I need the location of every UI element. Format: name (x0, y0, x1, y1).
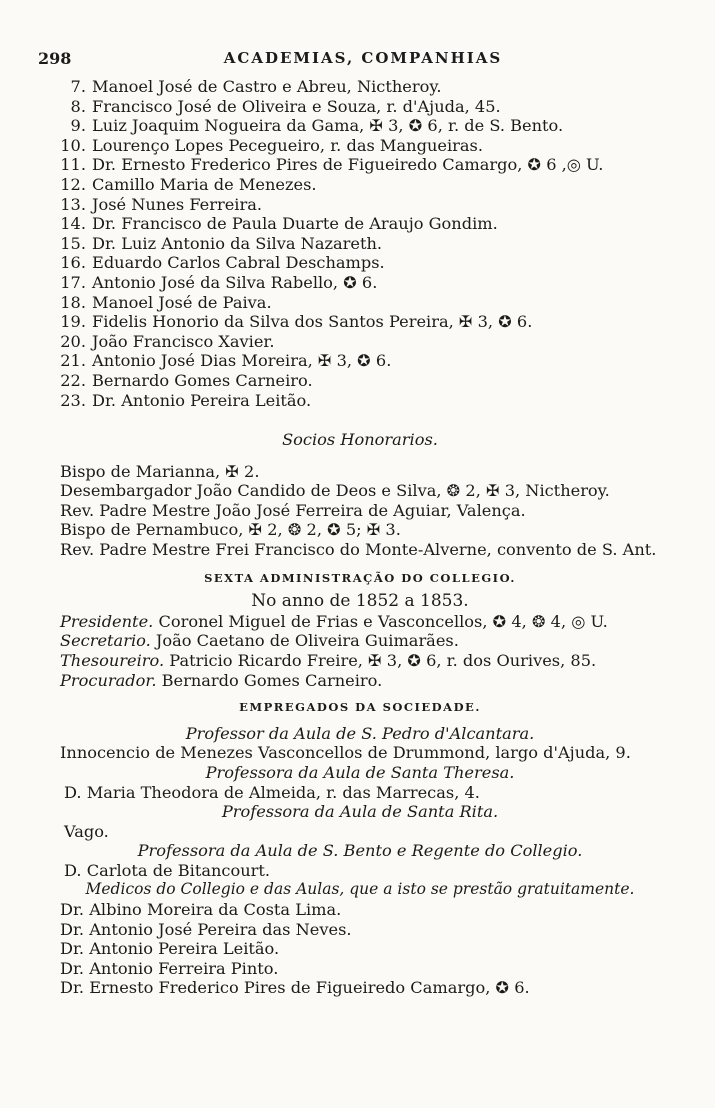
admin-row (60, 631, 660, 651)
list-item (46, 371, 666, 391)
list-item (46, 195, 666, 215)
admin-heading: SEXTA ADMINISTRAÇÃO DO COLLEGIO. (204, 570, 516, 585)
list-item (46, 273, 666, 293)
item-number: 13. (60, 194, 86, 214)
item-number: 18. (60, 292, 86, 312)
item-number: 15. (60, 233, 86, 253)
item-number: 9. (70, 116, 86, 136)
item-text: Dr. Francisco de Paula Duarte de Araujo Gondim. (92, 214, 498, 234)
member-list (46, 77, 666, 410)
list-item: Dr. Ernesto Frederico Pires de Figueiredo Camargo, ✪ 6. (60, 978, 530, 998)
list-item (46, 391, 666, 411)
list-item (46, 97, 666, 117)
item-text: Dr. Antonio Pereira Leitão. (92, 390, 312, 410)
list-item (46, 253, 666, 273)
item-number: 23. (60, 390, 86, 410)
list-item: Rev. Padre Mestre Frei Francisco do Monte-Alverne, convento de S. Ant. (60, 539, 657, 559)
item-text: Manoel José de Paiva. (92, 292, 272, 312)
list-item (46, 234, 666, 254)
list-item (46, 214, 666, 234)
role-holder: Bernardo Gomes Carneiro. (161, 670, 383, 690)
role-label: Presidente. (60, 611, 154, 631)
item-number: 12. (60, 174, 86, 194)
role-label: Secretario. (60, 631, 151, 651)
admin-row (60, 651, 660, 671)
admin-row (60, 612, 660, 632)
role-holder: Patricio Ricardo Freire, ✠ 3, ✪ 6, r. dos Ourives, 85. (169, 650, 597, 670)
admin-row (60, 671, 660, 691)
list-item: Dr. Antonio Ferreira Pinto. (60, 958, 279, 978)
post-holder: D. Carlota de Bitancourt. (64, 860, 271, 880)
list-item (46, 312, 666, 332)
item-number: 8. (70, 96, 86, 116)
post-title: Professora da Aula de Santa Theresa. (205, 762, 515, 782)
post-title: Professora da Aula de S. Bento e Regente do Collegio. (137, 841, 583, 861)
running-title: ACADEMIAS, COMPANHIAS (223, 49, 503, 67)
item-text: Dr. Luiz Antonio da Silva Nazareth. (92, 233, 383, 253)
item-text: Antonio José da Silva Rabello, ✪ 6. (92, 272, 378, 292)
page-number: 298 (38, 49, 72, 68)
item-text: Camillo Maria de Menezes. (92, 174, 317, 194)
item-number: 21. (60, 351, 86, 371)
post-holder: Innocencio de Menezes Vasconcellos de Drummond, largo d'Ajuda, 9. (60, 743, 631, 763)
role-label: Thesoureiro. (60, 650, 165, 670)
item-text: Manoel José de Castro e Abreu, Nictheroy. (92, 77, 442, 96)
list-item: Dr. Albino Moreira da Costa Lima. (60, 900, 342, 920)
item-number: 20. (60, 331, 86, 351)
post-holder: D. Maria Theodora de Almeida, r. das Marrecas, 4. (64, 782, 480, 802)
item-text: Antonio José Dias Moreira, ✠ 3, ✪ 6. (92, 351, 392, 371)
list-item: Bispo de Marianna, ✠ 2. (60, 461, 260, 481)
list-item (46, 332, 666, 352)
list-item: Bispo de Pernambuco, ✠ 2, ❂ 2, ✪ 5; ✠ 3. (60, 520, 401, 540)
list-item: Dr. Antonio Pereira Leitão. (60, 939, 280, 959)
post-title: Professora da Aula de Santa Rita. (221, 802, 499, 822)
item-number: 10. (60, 135, 86, 155)
empregados-heading: EMPREGADOS DA SOCIEDADE. (239, 700, 481, 715)
socios-heading: Socios Honorarios. (282, 430, 438, 449)
list-item (46, 116, 666, 136)
post-title: Professor da Aula de S. Pedro d'Alcantara. (185, 723, 535, 743)
item-text: Luiz Joaquim Nogueira da Gama, ✠ 3, ✪ 6, r. de S. Bento. (92, 116, 564, 136)
item-number: 22. (60, 370, 86, 390)
medicos-heading: Medicos do Collegio e das Aulas, que a isto se prestão gratuitamente. (85, 880, 635, 899)
item-text: Fidelis Honorio da Silva dos Santos Pereira, ✠ 3, ✪ 6. (92, 312, 533, 332)
item-text: Bernardo Gomes Carneiro. (92, 370, 313, 390)
item-number: 19. (60, 312, 86, 332)
list-item: Dr. Antonio José Pereira das Neves. (60, 919, 352, 939)
admin-years: No anno de 1852 a 1853. (251, 591, 469, 612)
item-text: Francisco José de Oliveira e Souza, r. d'Ajuda, 45. (92, 96, 501, 116)
list-item (46, 351, 666, 371)
post-holder: Vago. (64, 821, 109, 841)
list-item: Rev. Padre Mestre João José Ferreira de Aguiar, Valença. (60, 500, 526, 520)
role-holder: Coronel Miguel de Frias e Vasconcellos, ✪ 4, ❂ 4, ◎ U. (158, 611, 608, 631)
page-header (38, 47, 648, 71)
item-number: 7. (70, 77, 86, 96)
list-item (46, 77, 666, 97)
item-number: 14. (60, 214, 86, 234)
list-item: Desembargador João Candido de Deos e Silva, ❂ 2, ✠ 3, Nictheroy. (60, 481, 610, 501)
list-item (46, 293, 666, 313)
item-number: 11. (60, 155, 86, 175)
item-number: 16. (60, 253, 86, 273)
list-item (46, 136, 666, 156)
socios-section (60, 430, 660, 998)
item-text: José Nunes Ferreira. (92, 194, 263, 214)
item-text: Eduardo Carlos Cabral Deschamps. (92, 253, 385, 273)
list-item (46, 155, 666, 175)
item-number: 17. (60, 272, 86, 292)
item-text: Lourenço Lopes Pecegueiro, r. das Mangueiras. (92, 135, 483, 155)
list-item (46, 175, 666, 195)
role-label: Procurador. (60, 670, 157, 690)
item-text: Dr. Ernesto Frederico Pires de Figueiredo Camargo, ✪ 6 ,◎ U. (92, 155, 604, 175)
role-holder: João Caetano de Oliveira Guimarães. (155, 631, 459, 651)
item-text: João Francisco Xavier. (92, 331, 275, 351)
